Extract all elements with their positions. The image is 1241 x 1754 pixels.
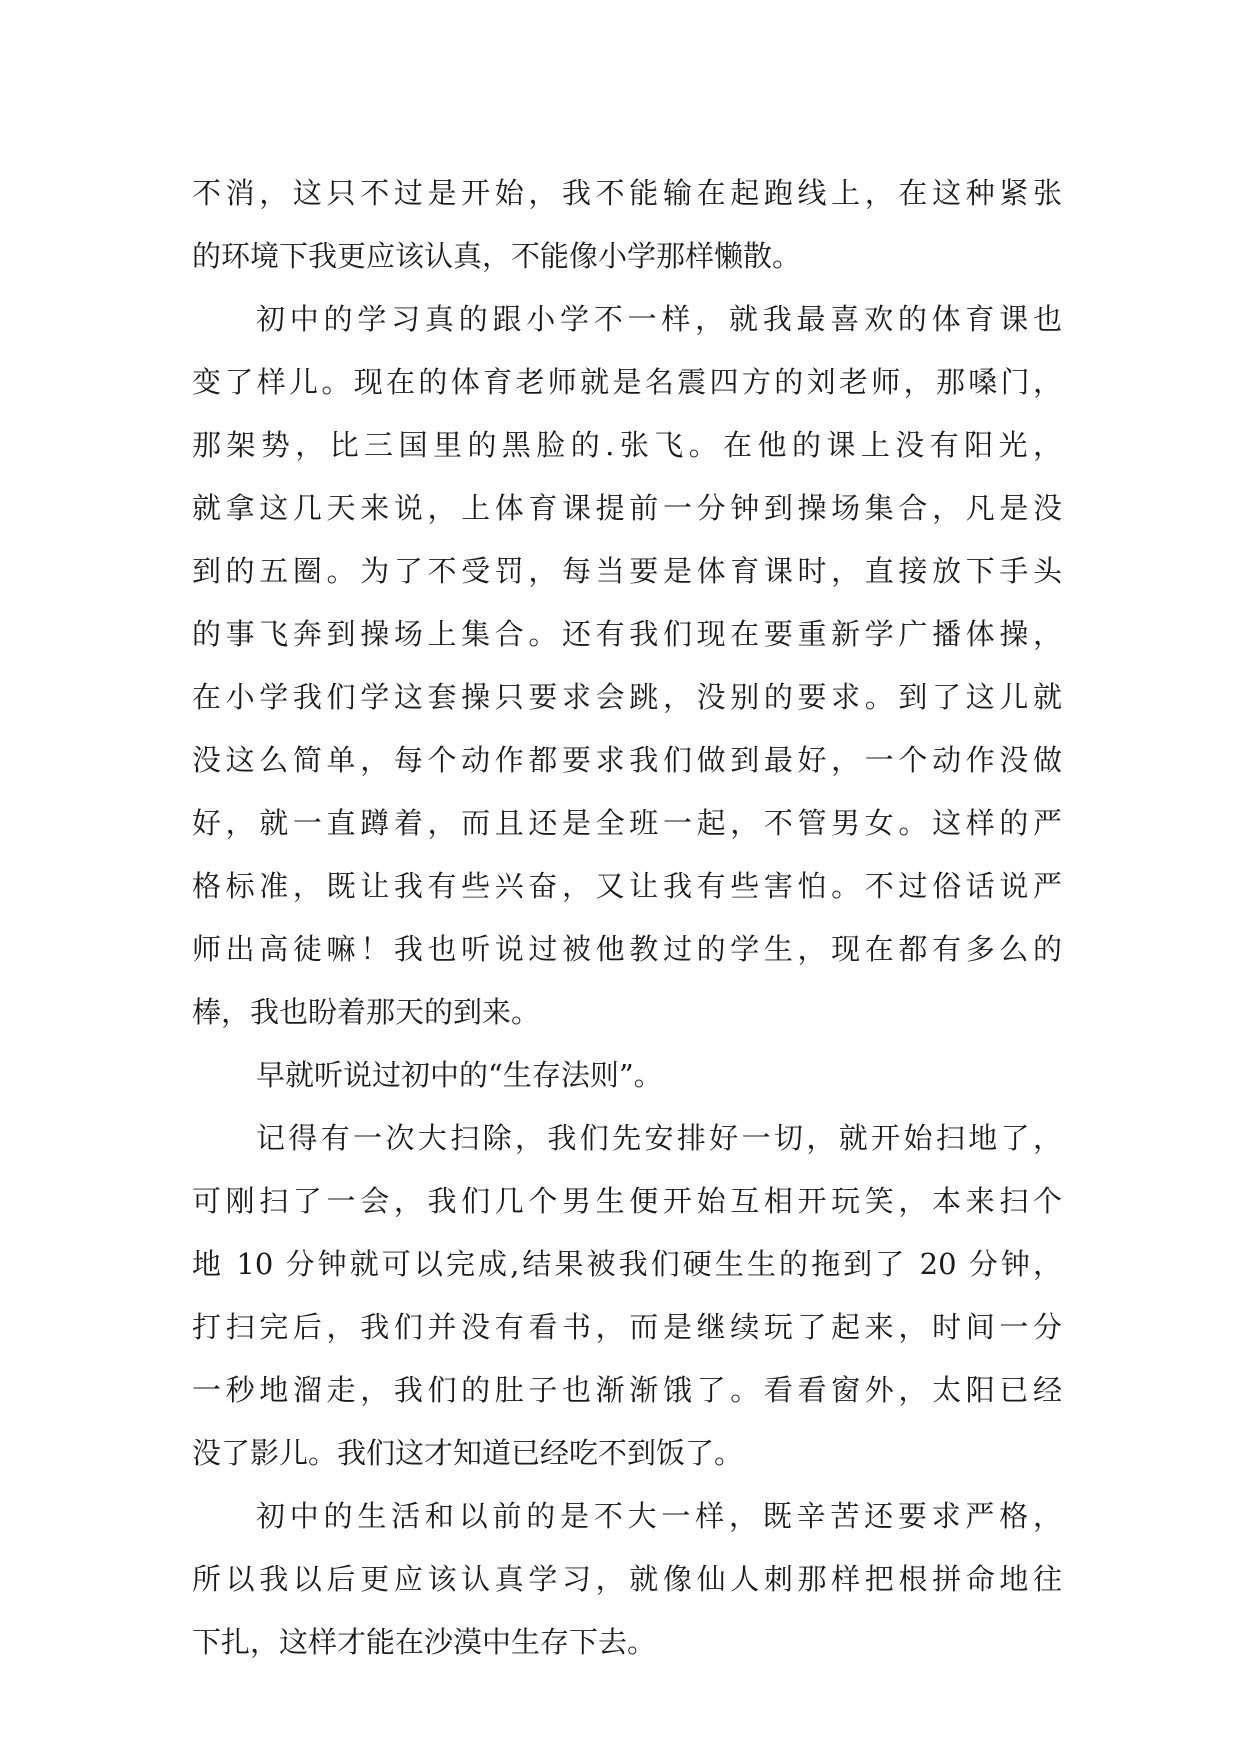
text-line: 棒，我也盼着那天的到来。 (192, 995, 541, 1029)
paragraph-first-line: 初中的学习真的跟小学不一样，就我最喜欢的体育课也 (256, 302, 1062, 336)
paragraph-first-line: 早就听说过初中的“生存法则”。 (256, 1058, 663, 1092)
text-line: 没了影儿。我们这才知道已经吃不到饭了。 (192, 1436, 744, 1470)
text-line: 所以我以后更应该认真学习，就像仙人刺那样把根拼命地往 (192, 1562, 1062, 1596)
text-line: 那架势，比三国里的黑脸的.张飞。在他的课上没有阳光， (192, 428, 1062, 462)
text-line: 变了样儿。现在的体育老师就是名震四方的刘老师，那嗓门， (192, 365, 1062, 399)
text-line: 地 10 分钟就可以完成,结果被我们硬生生的拖到了 20 分钟， (192, 1247, 1062, 1281)
text-line: 可刚扫了一会，我们几个男生便开始互相开玩笑，本来扫个 (192, 1184, 1062, 1218)
text-line: 好，就一直蹲着，而且还是全班一起，不管男女。这样的严 (192, 806, 1062, 840)
text-line: 不消，这只不过是开始，我不能输在起跑线上，在这种紧张 (192, 176, 1062, 210)
text-line: 格标准，既让我有些兴奋，又让我有些害怕。不过俗话说严 (192, 869, 1062, 903)
text-line: 打扫完后，我们并没有看书，而是继续玩了起来，时间一分 (192, 1310, 1062, 1344)
paragraph-first-line: 初中的生活和以前的是不大一样，既辛苦还要求严格， (256, 1499, 1062, 1533)
text-line: 的环境下我更应该认真，不能像小学那样懒散。 (192, 239, 802, 273)
text-line: 一秒地溜走，我们的肚子也渐渐饿了。看看窗外，太阳已经 (192, 1373, 1062, 1407)
text-line: 的事飞奔到操场上集合。还有我们现在要重新学广播体操， (192, 617, 1062, 651)
text-line: 没这么简单，每个动作都要求我们做到最好，一个动作没做 (192, 743, 1062, 777)
text-line: 就拿这几天来说，上体育课提前一分钟到操场集合，凡是没 (192, 491, 1062, 525)
paragraph-first-line: 记得有一次大扫除，我们先安排好一切，就开始扫地了， (256, 1121, 1062, 1155)
text-line: 到的五圈。为了不受罚，每当要是体育课时，直接放下手头 (192, 554, 1062, 588)
text-line: 下扎，这样才能在沙漠中生存下去。 (192, 1625, 657, 1659)
text-line: 在小学我们学这套操只要求会跳，没别的要求。到了这儿就 (192, 680, 1062, 714)
text-line: 师出高徒嘛！我也听说过被他教过的学生，现在都有多么的 (192, 932, 1062, 966)
document-body (192, 162, 1062, 1674)
